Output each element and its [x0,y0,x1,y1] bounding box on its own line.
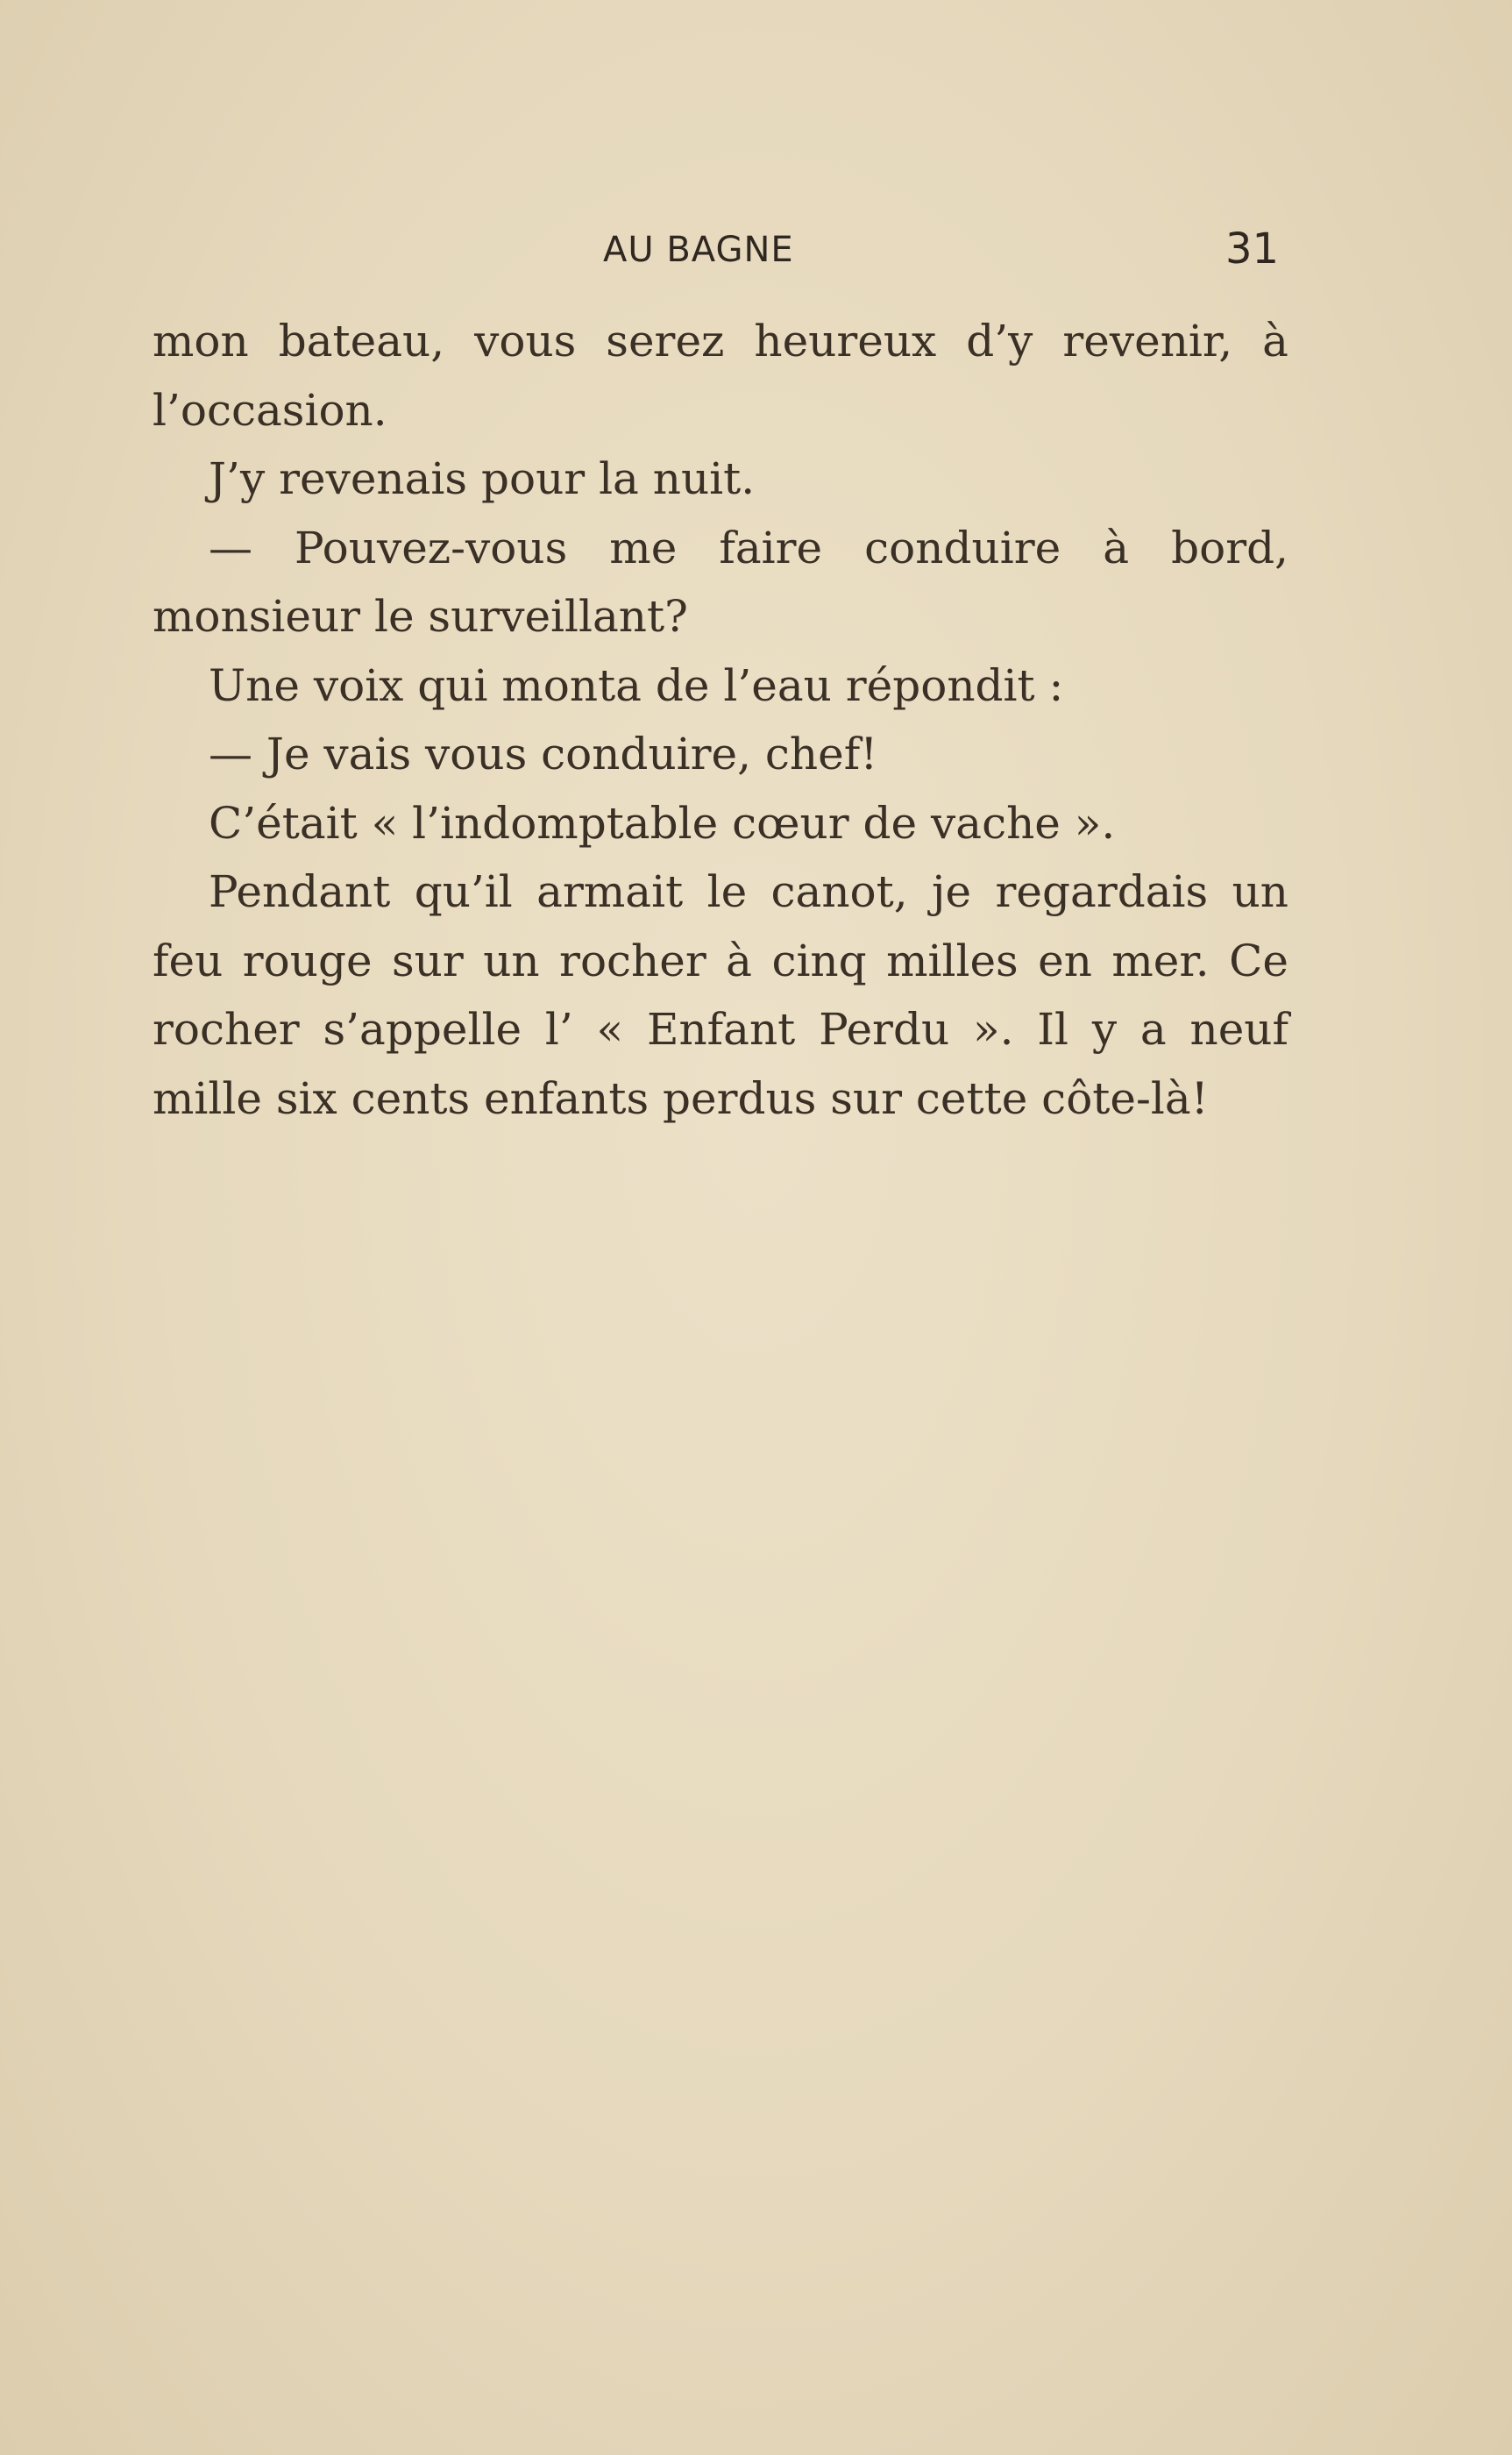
text-line: feu rouge sur un rocher à cinq milles en mer. Ce [153,935,1288,986]
body-text [153,307,1288,1133]
text-line: mon bateau, vous serez heureux d’y revenir, à [153,316,1288,366]
text-line: Une voix qui monta de l’eau répondit : [209,659,1064,711]
text-line: — Pouvez-vous me faire conduire à bord, [209,522,1288,573]
text-line: — Je vais vous conduire, chef! [209,729,878,779]
text-line: monsieur le surveillant? [153,591,688,642]
text-line: rocher s’appelle l’ « Enfant Perdu ». Il y a neuf [153,1004,1288,1055]
page-number: 31 [1225,224,1280,274]
text-line: J’y revenais pour la nuit. [209,453,756,504]
running-head: AU BAGNE [603,230,794,270]
text-line: Pendant qu’il armait le canot, je regardais un [209,866,1288,917]
text-line: mille six cents enfants perdus sur cette côte-là! [153,1072,1209,1124]
text-line: C’était « l’indomptable cœur de vache ». [209,797,1116,849]
text-line: l’occasion. [153,384,387,436]
